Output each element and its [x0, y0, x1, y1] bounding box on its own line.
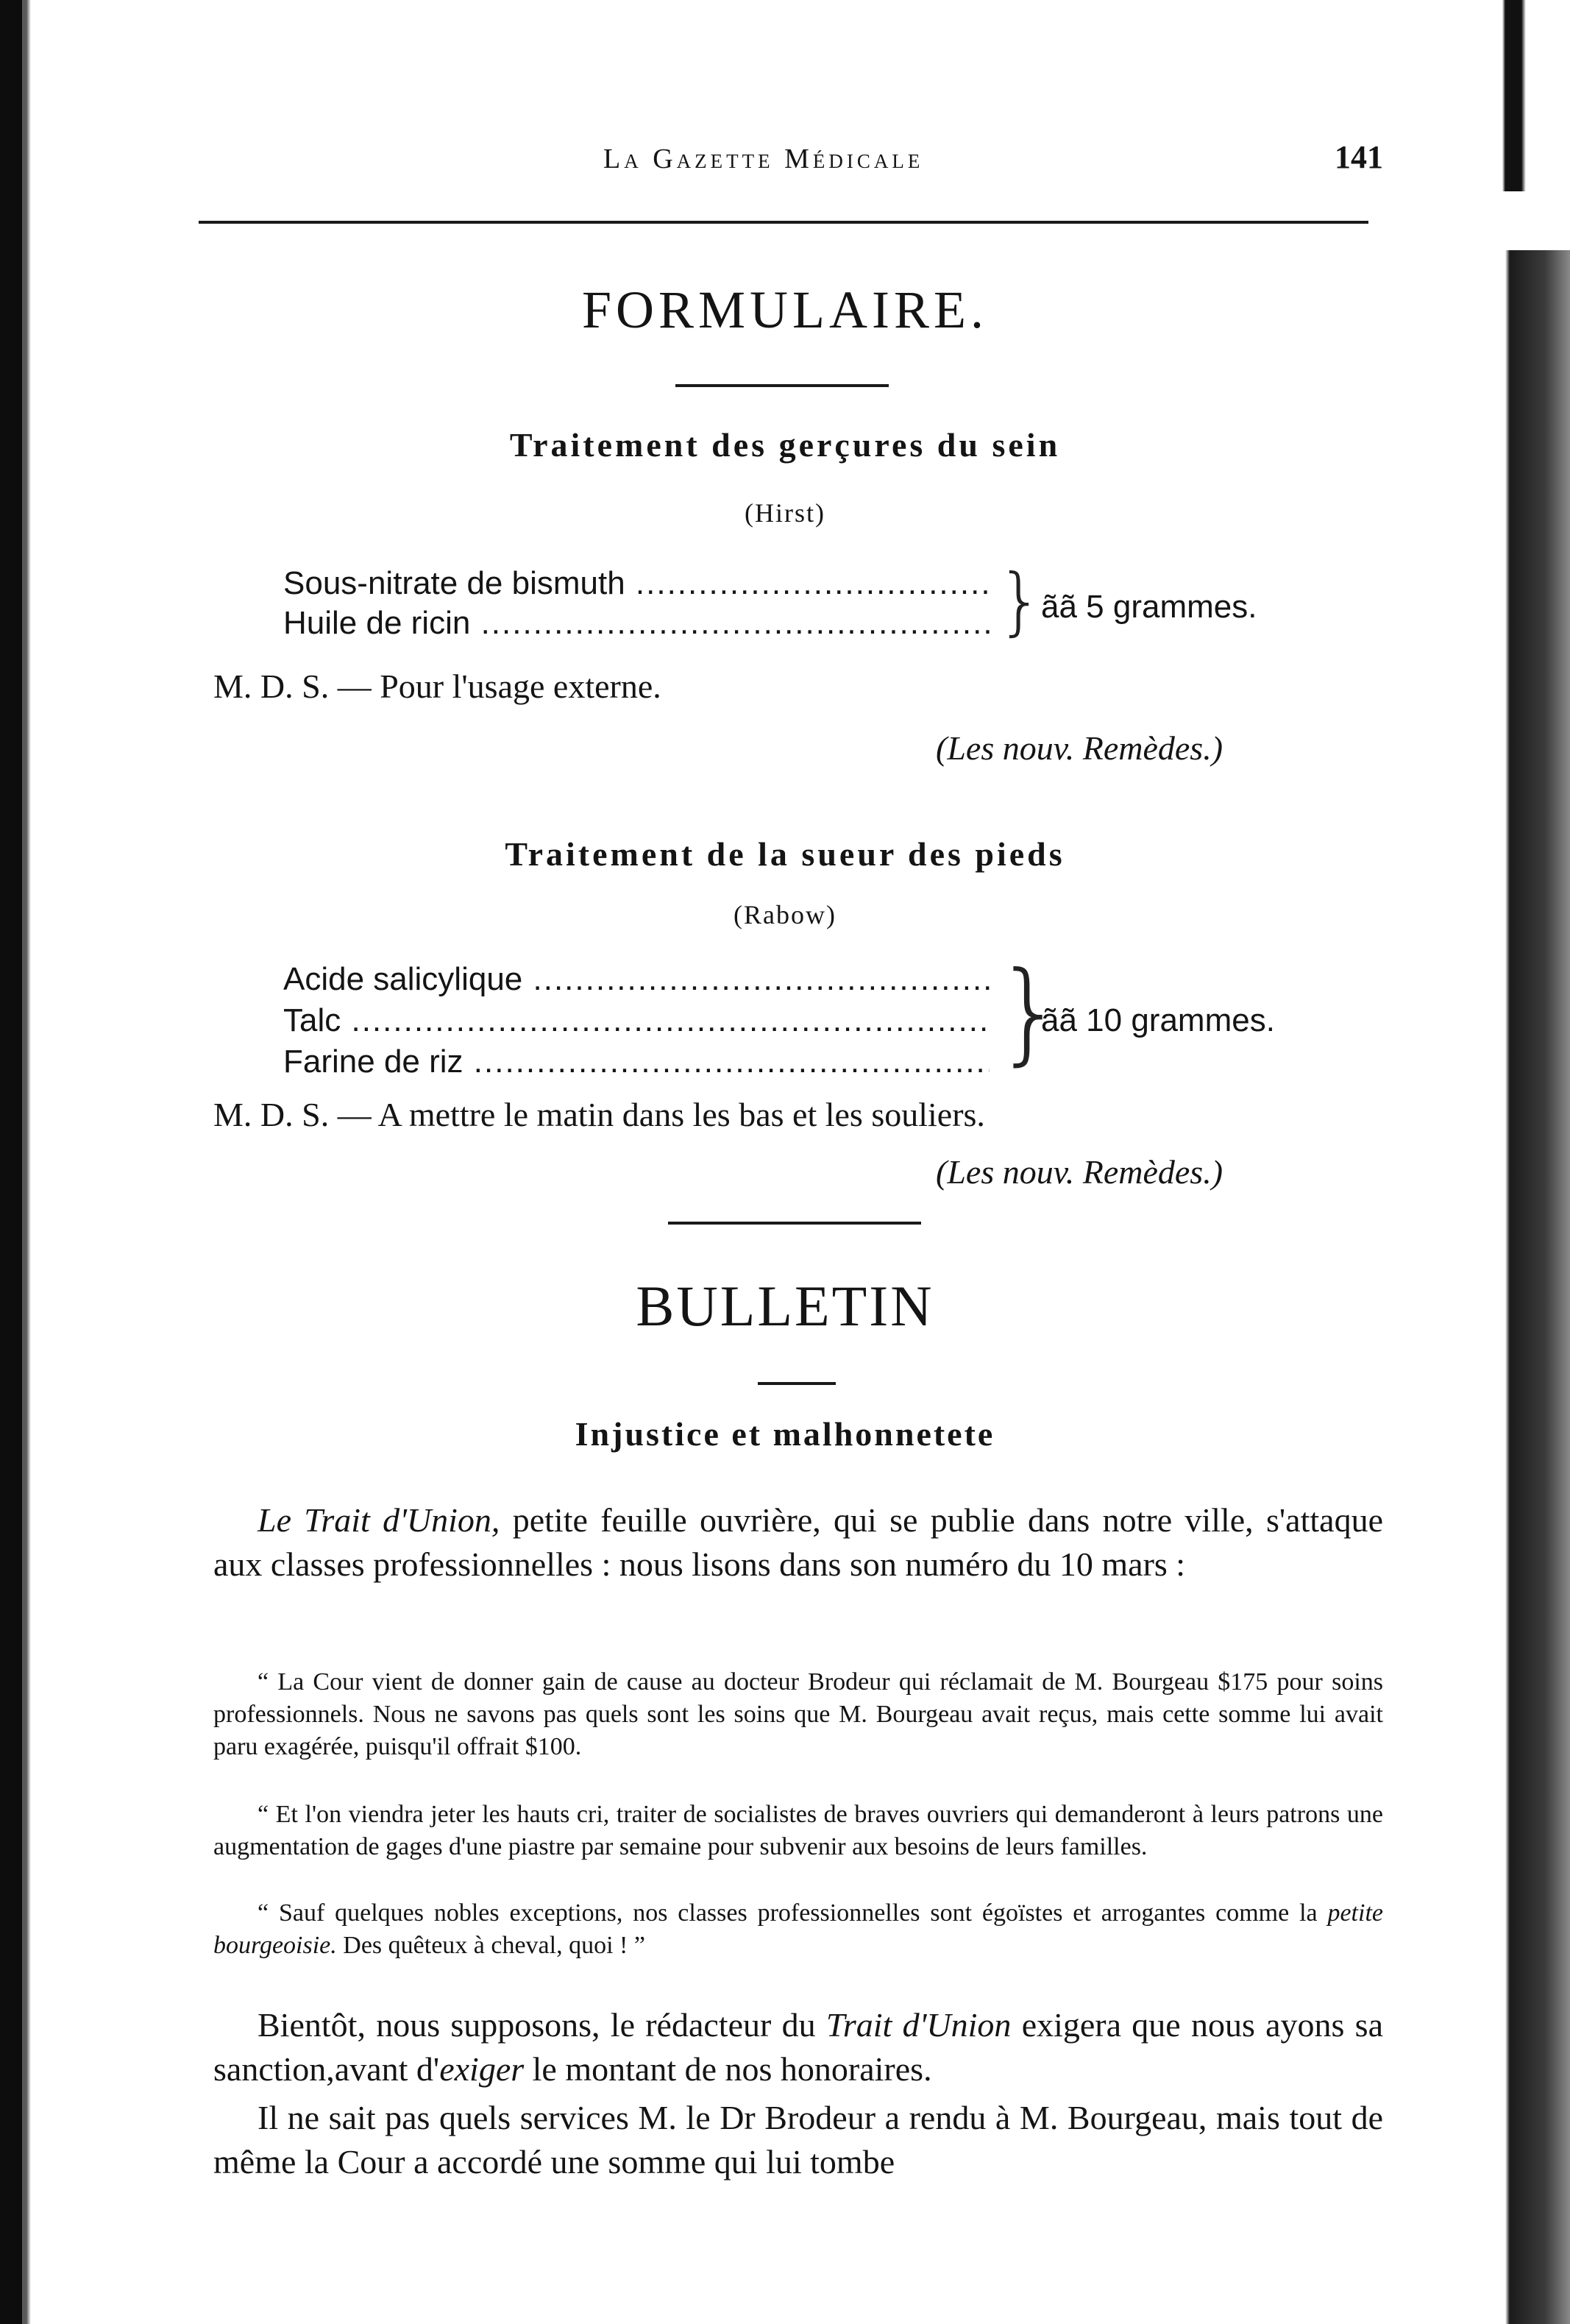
quote-paragraph: “ La Cour vient de donner gain de cause au docteur Brodeur qui réclamait de M. Bourgeau $175 pour soins professionnels. Nous ne savons pas quels sont les soins que M. Bourgeau avait reçus, mais cette somme lui avait paru exagérée, puisqu'il offrait $100. — [213, 1668, 1383, 1760]
ingredient: Acide salicylique ..... — [283, 961, 990, 998]
brace-icon: } — [995, 949, 1065, 1077]
closing-paragraph: Il ne sait pas quels services M. le Dr Brodeur a rendu à M. Bourgeau, mais tout de même la Cour a accordé une somme qui lui tombe — [213, 2099, 1383, 2180]
quote-paragraph: “ Et l'on viendra jeter les hauts cri, traiter de socialistes de braves ouvriers qui demanderont à leurs patrons une augmentation de gages d'une piastre par semaine pour subvenir aux besoins de leurs familles. — [213, 1801, 1383, 1860]
recipe-instruction: M. D. S. — Pour l'usage externe. — [213, 667, 661, 705]
recipe-dose: ãã 10 grammes. — [1041, 1002, 1275, 1038]
scan-edge-right-top — [1499, 0, 1526, 191]
intro-paragraph: Le Trait d'Union, petite feuille ouvrière, qui se publie dans notre ville, s'attaque aux classes professionnelles : nous lisons dans son numéro du 10 mars : — [213, 1501, 1383, 1583]
journal-name: Le Trait d'Union, — [257, 1501, 500, 1539]
closing-paragraph: Bientôt, nous supposons, le rédacteur du Trait d'Union exigera que nous ayons sa sanction,avant d'exiger le montant de nos honoraires. — [213, 2006, 1383, 2088]
page-number: 141 — [1335, 139, 1383, 175]
bulletin-heading: BULLETIN — [636, 1274, 934, 1338]
running-title: La Gazette Médicale — [603, 144, 924, 174]
brace-icon: } — [997, 558, 1044, 644]
article-title: Injustice et malhonnetete — [575, 1415, 995, 1453]
page-header — [221, 138, 1383, 183]
ingredient: Talc ..... — [283, 1002, 990, 1039]
ingredient: Sous-nitrate de bismuth ..... — [283, 565, 990, 602]
section-rule — [668, 1222, 921, 1225]
section-rule — [675, 384, 889, 387]
scan-edge-left — [0, 0, 31, 2324]
ingredient: Farine de riz ..... — [283, 1044, 990, 1080]
recipe-instruction: M. D. S. — A mettre le matin dans les bas et les souliers. — [213, 1096, 985, 1133]
recipe-source: (Les nouv. Remèdes.) — [936, 1153, 1223, 1191]
recipe-source: (Les nouv. Remèdes.) — [936, 729, 1223, 767]
quote-paragraph: “ Sauf quelques nobles exceptions, nos classes professionnelles sont égoïstes et arrogantes comme la petite bourgeoisie. Des quêteux à cheval, quoi ! ” — [213, 1899, 1383, 1959]
header-rule — [199, 221, 1368, 224]
recipe-title: Traitement de la sueur des pieds — [505, 835, 1065, 873]
section-rule — [758, 1382, 836, 1385]
recipe-author: (Rabow) — [734, 900, 836, 929]
recipe-author: (Hirst) — [745, 498, 825, 528]
ingredient: Huile de ricin ..... — [283, 605, 990, 642]
formulaire-heading: FORMULAIRE. — [581, 280, 989, 339]
recipe-dose: ãã 5 grammes. — [1041, 589, 1257, 625]
recipe-title: Traitement des gerçures du sein — [509, 426, 1061, 464]
